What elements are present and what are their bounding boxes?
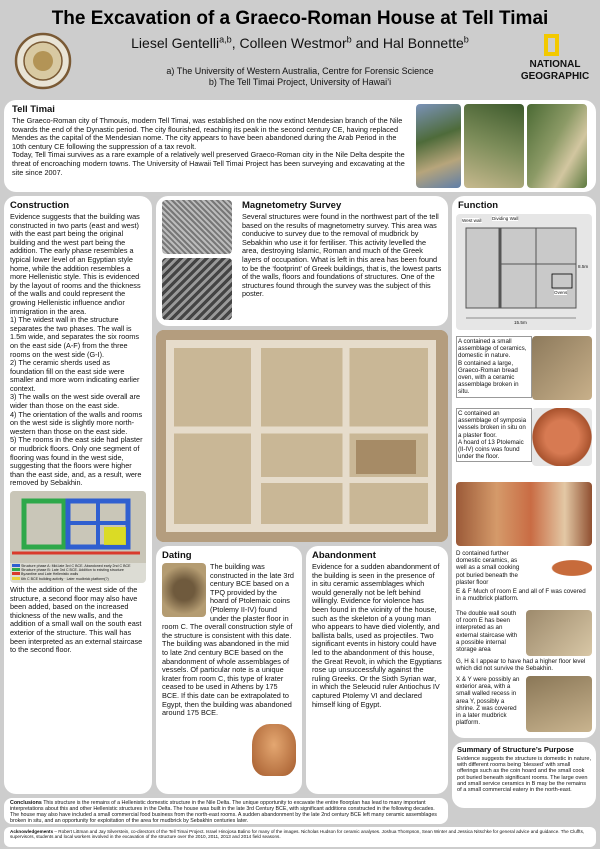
caption-room-e-f: E & F Much of room E and all of F was covered in a mudbrick platform.	[456, 588, 592, 602]
conclusions-panel	[4, 798, 448, 824]
caption-room-b: B contained a large, Graeco-Roman bread oven, with a ceramic assemblage broken in situ.	[458, 359, 519, 396]
coin-hoard-image	[162, 563, 206, 617]
abandonment-panel	[306, 546, 448, 794]
function-heading: Function	[458, 200, 499, 211]
map-image-1	[416, 104, 461, 188]
satellite-image-2	[527, 104, 587, 188]
bread-oven-photo	[532, 336, 592, 400]
dating-heading: Dating	[162, 550, 192, 561]
caption-room-c	[456, 408, 532, 462]
conclusions-text	[10, 800, 442, 824]
acknowledgements-text	[10, 829, 590, 840]
plan-label-length: 15.5m	[514, 320, 527, 325]
affiliations	[0, 66, 600, 88]
dating-body: The building was constructed in the late 3rd century BCE based on a TPQ provided by the hoard of Ptolemaic coins (Ptolemy II-IV) found under the plaster floor in room C. The overall construction style of the structure is consistent with this date. The building was abandoned in the mid to late 2nd century BCE based on the abandonment of whole assemblages of vessels. Of particular note is a unique krater from room C, this type of krater ceased to be used in Athens by 175 BCE. If this date can be extrapolated to Egypt, then the building was abandoned around 175 BCE.	[162, 562, 294, 718]
author-3: and Hal Bonnette	[351, 35, 464, 51]
dating-panel	[156, 546, 302, 794]
ceramic-assemblage-photo	[456, 482, 592, 546]
author-list	[0, 35, 600, 51]
acknowledgements-panel	[4, 827, 596, 847]
plate-photo	[532, 408, 592, 466]
caption-double-wall: The double wall south of room E has been interpreted as an external staircase with a possible internal storage area	[456, 610, 522, 653]
caption-area-x-y-z: X & Y were possibly an exterior area, with a small walled recess in area Y, possibly a shrine. Z was covered in a later mudbrick platform.	[456, 676, 522, 726]
legend-6th-c: 6th C BCE building activity · Later mudbrick platform(?)	[12, 577, 144, 581]
caption-room-d: D contained further domestic ceramics, as well as a small cooking pot buried beneath the plaster floor	[456, 550, 522, 586]
krater-image	[252, 724, 296, 776]
construction-point-3: 3) The walls on the west side overall are wider than those on the east side.	[10, 392, 141, 411]
logo-text-geographic: GEOGRAPHIC	[520, 71, 590, 82]
magnetometry-body: Several structures were found in the northwest part of the tell based on the results of magnetometry survey. This area was conducive to survey due to the removal of mudbrick by Sebakhin who use it for fertiliser. This activity levelled the area, destroying Islamic, Roman and much of the Greek layers of occupation. What is left in this area has been found to be the ‘footprint’ of Greek buildings, that is, the lowest parts of the walls, floors and foundations of structures. One of the structures found through the survey was the subject of this poster.	[242, 212, 442, 299]
construction-body: Evidence suggests that the building was constructed in two parts (east and west) with the east part being the original building and the west part being the addition. The early phase resembles a typical lower level of an Egyptian style home, while the addition resembles a more Hellenistic style. This is evidenced by the layout of rooms and the thickness of the walls and could represent the growing Hellenistic influence and\or immigration in the area.	[10, 212, 141, 316]
summary-body: Evidence suggests the structure is domestic in nature, with different rooms being ‘blessed’ with small offerings such as the coin hoard and the small cook pot buried beneath significant rooms. The large oven and small service ceramics in B may be the remains of a small commercial eatery in the north-east.	[457, 756, 592, 794]
floor-plan-figure	[456, 214, 592, 330]
legend-phase-a-label: Structure phase A: Mid-late 3rd C BCE. Abandoned early 2nd C BCE	[21, 564, 131, 568]
construction-point-4: 4) The orientation of the walls and rooms on the west side is slightly more north-western than those on the east side.	[10, 409, 143, 436]
shrine-photo	[526, 676, 592, 732]
tell-timai-body-2: Today, Tell Timai survives as a rare example of a relatively well preserved Graeco-Roman city in the Nile Delta despite the threat of encroaching modern towns. The University of Hawaii Tell Timai Project has been surveying and excavating at the site since 2007.	[12, 150, 405, 177]
construction-panel	[4, 196, 152, 794]
author-1: Liesel Gentelli	[131, 35, 220, 51]
construction-heading: Construction	[10, 200, 70, 211]
construction-point-2: 2) The ceramic sherds used as foundation fill on the east side were smaller and more worn indicating earlier context.	[10, 358, 140, 393]
author-2-affil: b	[346, 34, 352, 45]
university-seal-logo	[14, 32, 72, 90]
yellow-border-icon	[544, 34, 559, 56]
cooking-pot-photo	[526, 550, 592, 586]
author-1-affil: a,b	[219, 34, 232, 45]
construction-point-5: 5) The rooms in the east side had plaster or mudbrick floors. Only one segment of flooring was found in the west side, suggesting that the floors were higher than the east side, and, as a result, were removed by Sebakhin.	[10, 435, 143, 488]
legend-6th-c-label: 6th C BCE building activity	[21, 576, 64, 581]
summary-panel	[452, 742, 596, 808]
summary-heading: Summary of Structure’s Purpose	[457, 745, 574, 754]
magnetometry-panel	[156, 196, 448, 326]
caption-room-g-h-i: G, H & I appear to have had a higher floor level which did not survive the Sebakhin.	[456, 658, 592, 672]
excavation-aerial-photo	[156, 330, 448, 542]
construction-body-after: With the addition of the west side of the structure, a second floor may also have been added, based on the increased thickness of the new walls, and the addition of a small wall on the south east exterior of the structure. This wall has been interpreted as an external staircase to the second floor.	[10, 585, 143, 655]
plan-label-dividing-wall: Dividing Wall	[492, 216, 519, 221]
abandonment-body: Evidence for a sudden abandonment of the building is seen in the presence of in situ ceramic assemblages which would generally not be left behind willingly. Evidence for violence has been found in the vicinity of the house, such as the skeleton of a young man who appears to have died violently, and ballista balls, used as projectiles. Two significant events in history could have led to the abandonment of this house, the Great Revolt, in which the Egyptians rose up unsuccessfully against the ruling Greeks. Or the Sixth Syrian war, in which the Seleucid ruler Antiochus IV captured Ptolemy VI and declared himself king of Egypt.	[312, 562, 442, 709]
affiliation-b: b) The Tell Timai Project, University of Hawai’i	[208, 77, 392, 87]
acknowledgements-heading: Acknowledgements	[10, 829, 54, 834]
function-panel	[452, 196, 596, 738]
satellite-image-1	[464, 104, 524, 188]
plan-label-ovens: Ovens	[554, 290, 568, 295]
phase-plan-svg	[10, 491, 146, 563]
abandonment-heading: Abandonment	[312, 550, 376, 561]
tell-timai-body: The Graeco-Roman city of Thmouis, modern Tell Timai, was established on the now extinct Mendesian branch of the Nile towards the end of the Dynastic period. The city flourished, reaching its peak in the second century CE, having replaced Mendes as the capital of the Mendesian nome. The city appears to have been abandoned during the Arab Period in the 10th century CE following the suppression of a tax revolt.	[12, 116, 403, 151]
plan-label-west-wall: West wall	[462, 218, 482, 223]
affiliation-a: a) The University of Western Australia, Centre for Forensic Science	[166, 66, 434, 76]
plan-label-width: 8.5m	[578, 264, 589, 269]
caption-coin-hoard: A hoard of 13 Ptolemaic (II-IV) coins was found under the floor.	[458, 438, 524, 461]
author-3-affil: b	[463, 34, 469, 45]
magnetometry-image-2	[162, 258, 232, 320]
legend-byzantine-label: Byzantine and Late Hellenistic walls	[21, 572, 79, 577]
phase-plan-figure	[10, 491, 146, 583]
caption-room-a: A contained a small assemblage of ceramics, domestic in nature.	[458, 338, 527, 360]
national-geographic-logo	[520, 34, 590, 94]
tell-timai-panel	[4, 100, 596, 192]
acknowledgements-body: – Robert Littman and Jay Silverstein, co-directors of the Tell Timai Project. Israel Hinojosa Balino for many of the images. Nicholas Hudson for ceramic analyses. Joshua Thompson, Sean Winter and Jessica Nitschke for general advice and guidance. The Cluffts, supervisors, students and local workers involved in the excavation of the structure over the 2010, 2011, 2013 and 2014 field seasons.	[10, 829, 585, 840]
logo-text-national: NATIONAL	[529, 59, 581, 70]
legend-platform-label: Later mudbrick platform(?)	[66, 576, 109, 581]
conclusions-body: This structure is the remains of a Hellenistic domestic structure in the Nile Delta. The unique opportunity to excavate the entire floorplan has lead to many important interpretations about this and other Hellenistic structures in the Delta. The house was built in the late 3rd Century BCE, with significant additions constructed in the following decades. The house may also have included a small commercial food business from the north-east rooms. A sudden abandonment by the late 2nd century BCE left many ceramic assemblages broken in situ, and an opportunity for exploitation of the area for mudbrick by Sebakhin centuries later.	[10, 800, 437, 824]
magnetometry-heading: Magnetometry Survey	[242, 200, 342, 211]
legend-phase-b-label: Structure phase B: Late 3rd C BCE. Addition to existing structure	[21, 568, 124, 573]
caption-room-a-b	[456, 336, 532, 398]
tell-timai-heading: Tell Timai	[12, 104, 55, 115]
caption-room-c-text: C contained an assemblage of symposia vessels broken in situ on a plaster floor.	[458, 410, 527, 439]
magnetometry-image-1	[162, 200, 232, 254]
poster-title: The Excavation of a Graeco-Roman House at Tell Timai	[51, 8, 549, 29]
staircase-photo	[526, 610, 592, 656]
construction-point-1: 1) The widest wall in the structure separates the two phases. The wall is 1.5m wide, and separates the six rooms on the east side (A-F) from the three rooms on the west side (G-I).	[10, 315, 139, 359]
conclusions-heading: Conclusions	[10, 800, 42, 806]
author-2: , Colleen Westmor	[231, 35, 347, 51]
